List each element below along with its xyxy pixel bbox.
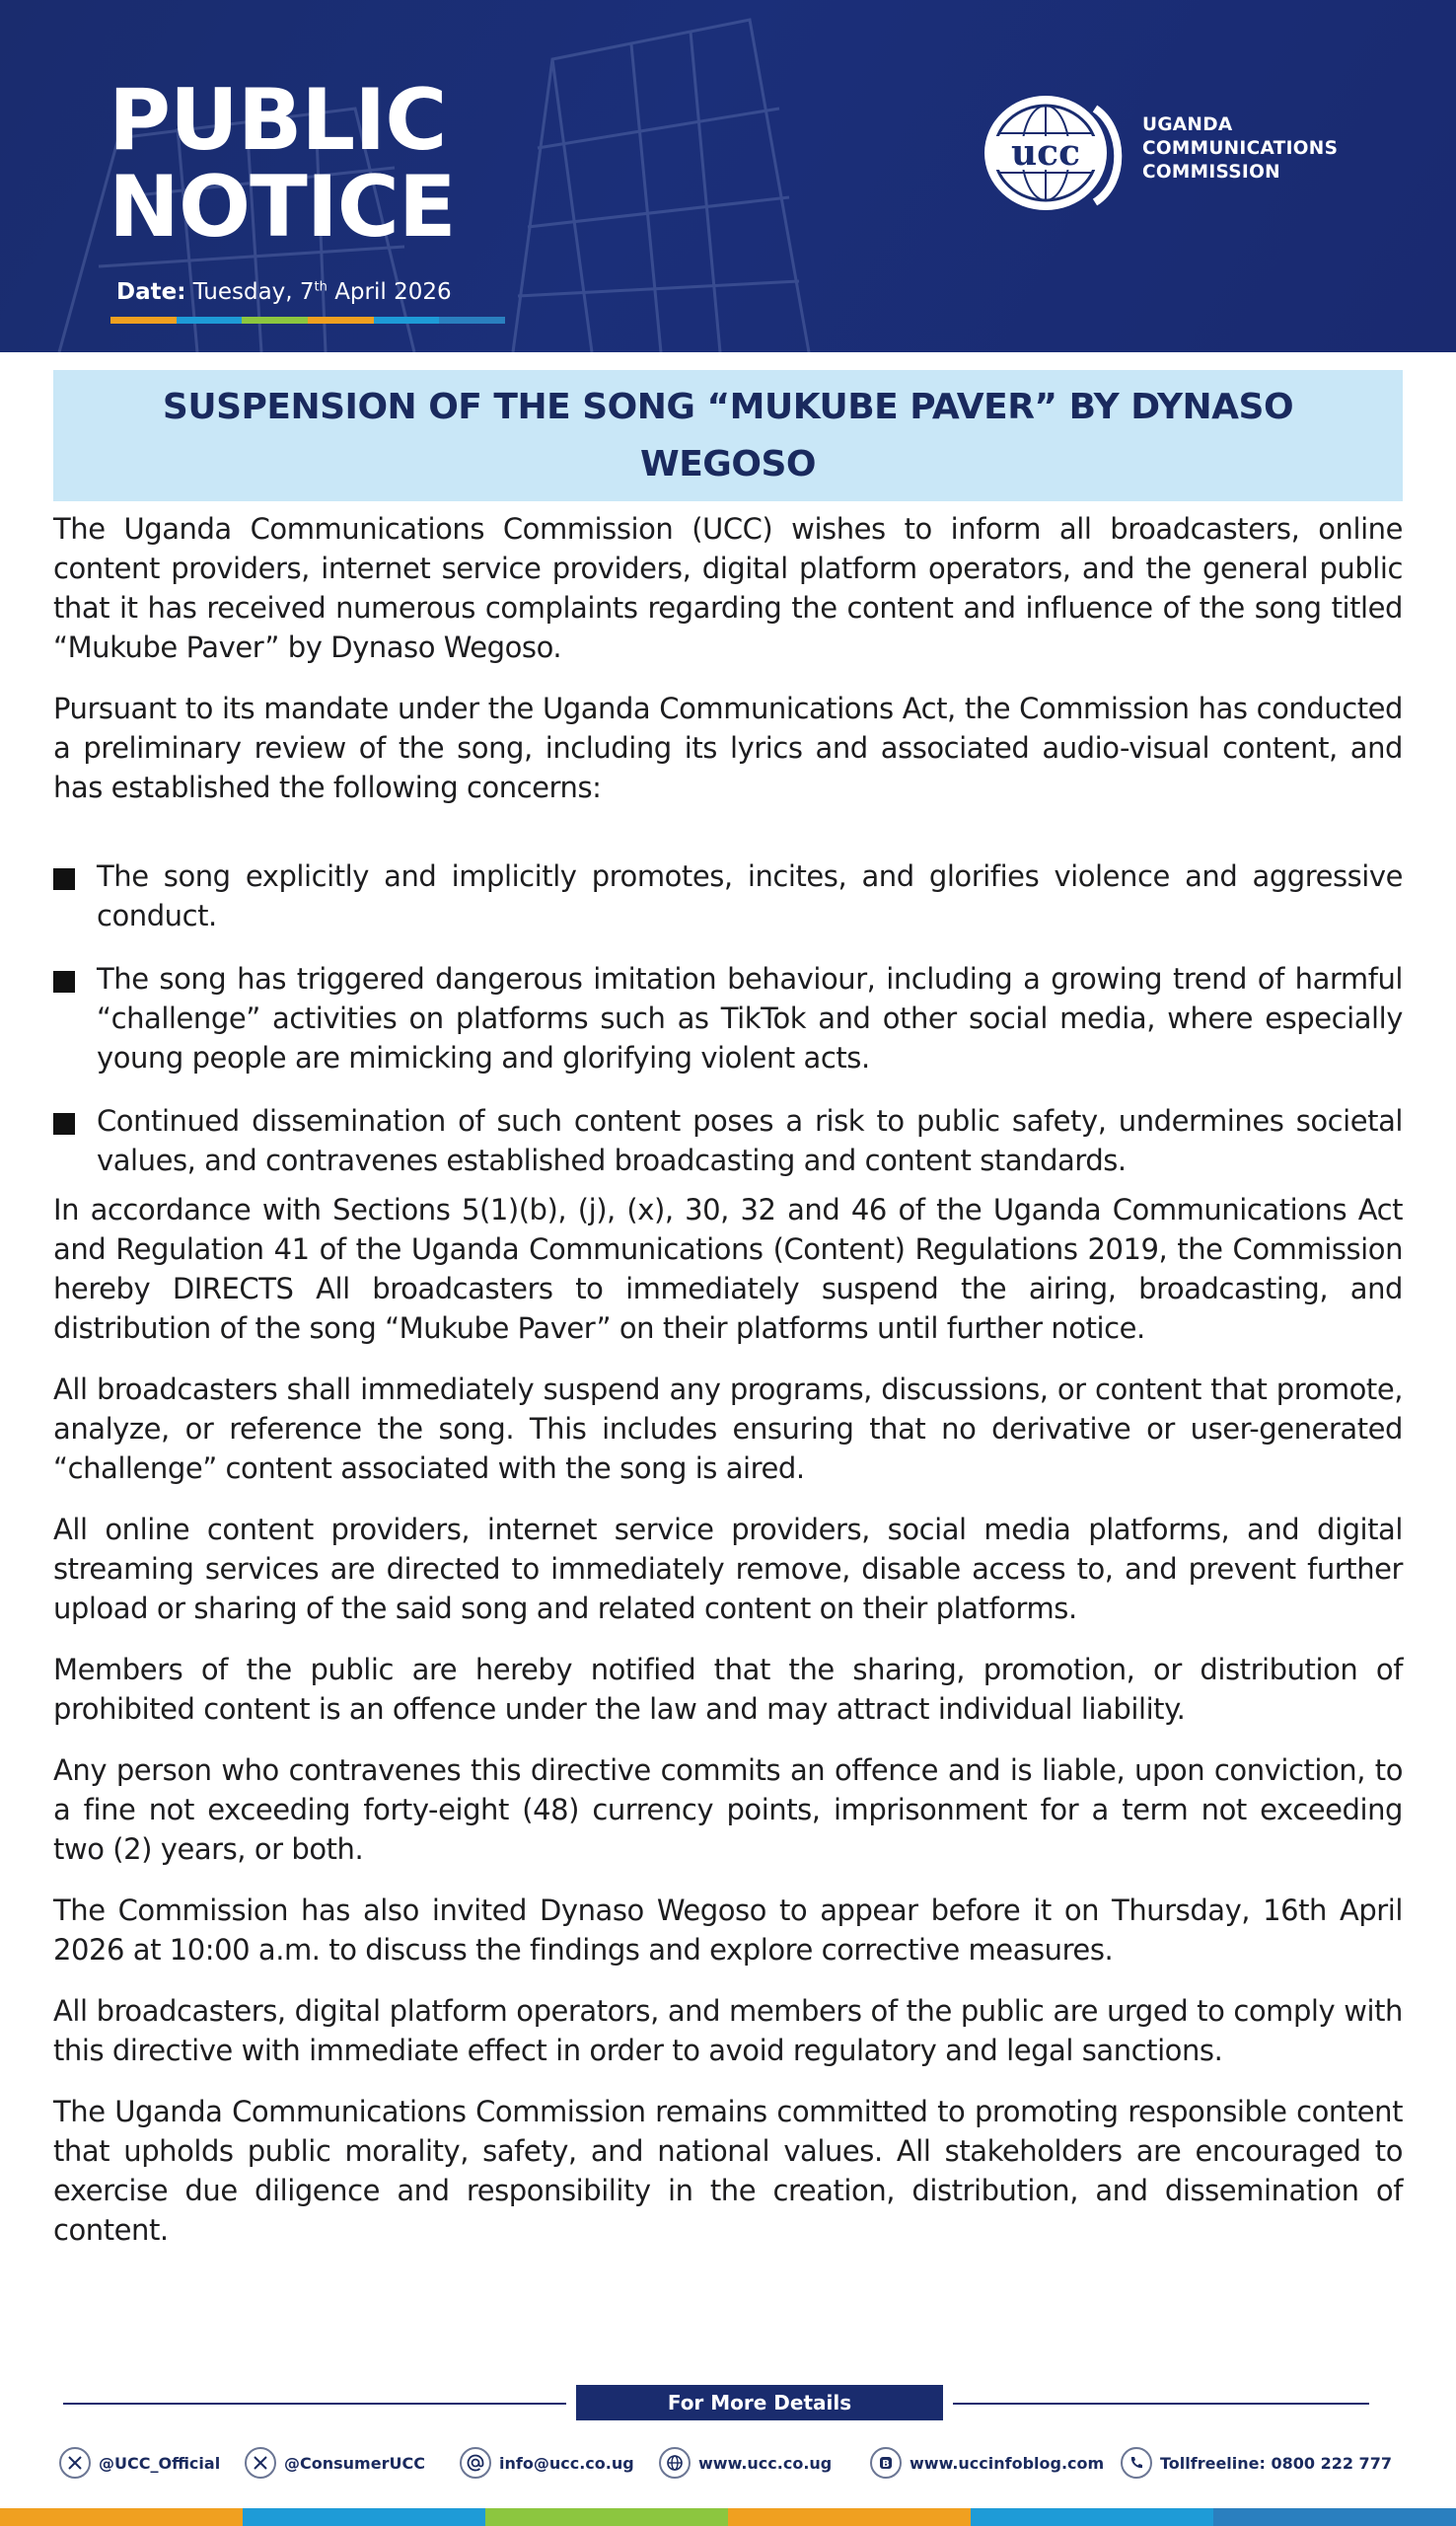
concern-item: The song has triggered dangerous imitation behaviour, including a growing trend of harmful “challenge” activities on platforms such as TikTok and other social media, where especially young people are mimicking and glorifying violent acts. — [53, 959, 1403, 1077]
divider-left — [63, 2403, 566, 2405]
date-day: Tuesday, 7 — [192, 279, 315, 305]
header-banner — [0, 0, 1456, 352]
paragraph-penalty: Any person who contravenes this directive commits an offence and is liable, upon conviction, to a fine not exceeding forty-eight (48) currency points, imprisonment for a term not exceeding two (2) years, or both. — [53, 1753, 1403, 1866]
ucc-logo — [977, 89, 1134, 217]
notice-heading: SUSPENSION OF THE SONG “MUKUBE PAVER” BY DYNASO WEGOSO — [162, 386, 1294, 484]
concern-item: Continued dissemination of such content poses a risk to public safety, undermines societal values, and contravenes established broadcasting and content standards. — [53, 1101, 1403, 1180]
concern-item: The song explicitly and implicitly promotes, incites, and glorifies violence and aggressive conduct. — [53, 856, 1403, 935]
contact-blog[interactable] — [870, 2443, 1104, 2483]
contact-phone[interactable] — [1121, 2443, 1392, 2483]
paragraph-intro: The Uganda Communications Commission (UCC) wishes to inform all broadcasters, online content providers, internet service providers, digital platform operators, and the general public that it has received numerous complaints regarding the content and influence of the song titled “Mukube Paver” by Dynaso Wegoso. — [53, 512, 1403, 664]
phone-icon — [1121, 2447, 1152, 2479]
notice-title-line2: NOTICE — [109, 158, 456, 257]
contact-text: @ConsumerUCC — [284, 2453, 425, 2473]
more-details-label: For More Details — [576, 2385, 943, 2420]
contact-website[interactable] — [659, 2443, 832, 2483]
contact-text: Tollfreeline: 0800 222 777 — [1160, 2453, 1392, 2473]
globe-icon — [659, 2447, 691, 2479]
date-suffix: th — [314, 279, 328, 295]
footer-color-stripe — [0, 2508, 1456, 2526]
notice-title — [109, 71, 456, 257]
notice-body — [53, 509, 1403, 2271]
paragraph-broadcasters: All broadcasters shall immediately suspend any programs, discussions, or content that promote, analyze, or reference the song. This includes ensuring that no derivative or user-generated “challenge” content associated with the song is aired. — [53, 1373, 1403, 1485]
concerns-list — [53, 856, 1403, 1180]
contact-text: www.ucc.co.ug — [698, 2453, 833, 2473]
more-details-row — [63, 2385, 1369, 2420]
contact-text: www.uccinfoblog.com — [910, 2453, 1105, 2473]
date-color-stripe — [110, 317, 505, 324]
paragraph-commitment: The Uganda Communications Commission remains committed to promoting responsible content that upholds public morality, safety, and national values. All stakeholders are encouraged to exercise due diligence and responsibility in the creation, distribution, and dissemination of content. — [53, 2095, 1403, 2247]
contact-text: info@ucc.co.ug — [499, 2453, 634, 2473]
contact-text: @UCC_Official — [99, 2453, 221, 2473]
contact-twitter-ucc[interactable] — [59, 2443, 220, 2483]
organization-name — [1142, 113, 1338, 185]
paragraph-online-providers: All online content providers, internet service providers, social media platforms, and digital streaming services are directed to immediately remove, disable access to, and prevent further upload or sharing of the said song and related content on their platforms. — [53, 1513, 1403, 1625]
paragraph-mandate: Pursuant to its mandate under the Uganda Communications Act, the Commission has conducted a preliminary review of the song, including its lyrics and associated audio-visual content, and has established the following concerns: — [53, 692, 1403, 804]
date-rest: April 2026 — [334, 279, 452, 305]
logo-text: ucc — [1010, 132, 1081, 174]
paragraph-directive: In accordance with Sections 5(1)(b), (j), (x), 30, 32 and 46 of the Uganda Communications Act and Regulation 41 of the Uganda Communications (Content) Regulations 2019, the Commission hereby DIRECTS All broadcasters to immediately suspend the airing, broadcasting, and distribution of the song “Mukube Paver” on their platforms until further notice. — [53, 1193, 1403, 1345]
x-icon — [245, 2447, 276, 2479]
paragraph-compliance: All broadcasters, digital platform operators, and members of the public are urged to comply with this directive with immediate effect in order to avoid regulatory and legal sanctions. — [53, 1994, 1403, 2067]
contact-bar — [59, 2443, 1401, 2483]
notice-date — [116, 279, 452, 305]
paragraph-invitation: The Commission has also invited Dynaso Wegoso to appear before it on Thursday, 16th April 2026 at 10:00 a.m. to discuss the findings and explore corrective measures. — [53, 1894, 1403, 1967]
blog-icon — [870, 2447, 902, 2479]
contact-twitter-consumer[interactable] — [245, 2443, 425, 2483]
notice-title-line1: PUBLIC — [109, 71, 447, 170]
org-name-line2: COMMUNICATIONS — [1142, 138, 1339, 159]
svg-text:B: B — [882, 2459, 890, 2470]
notice-heading-band — [53, 370, 1403, 501]
contact-email[interactable] — [460, 2443, 634, 2483]
org-name-line3: COMMISSION — [1142, 162, 1280, 183]
divider-right — [953, 2403, 1369, 2405]
at-icon — [460, 2447, 491, 2479]
date-label: Date: — [116, 279, 186, 305]
paragraph-public-notice: Members of the public are hereby notified that the sharing, promotion, or distribution of prohibited content is an offence under the law and may attract individual liability. — [53, 1653, 1403, 1726]
org-name-line1: UGANDA — [1142, 114, 1233, 135]
x-icon — [59, 2447, 91, 2479]
